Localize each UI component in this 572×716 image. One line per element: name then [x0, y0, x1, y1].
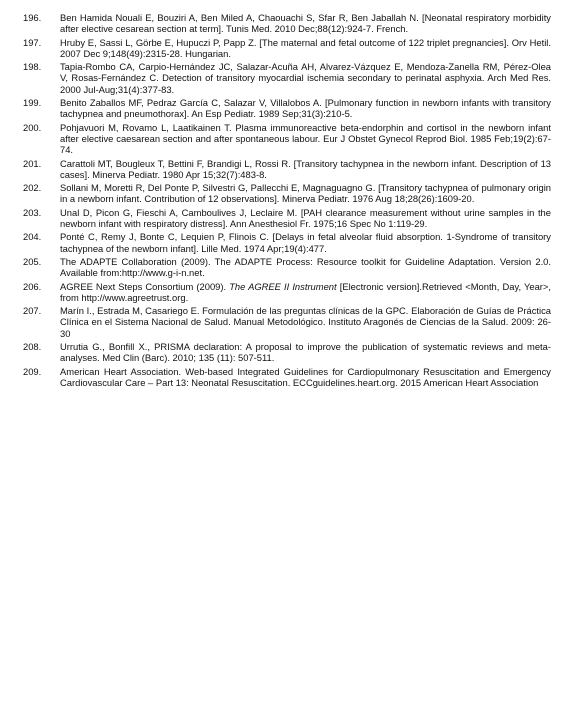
- reference-item: [23, 256, 551, 279]
- reference-item: [23, 37, 551, 60]
- reference-item: [23, 122, 551, 156]
- reference-number: 206.: [23, 280, 42, 292]
- reference-number: 199.: [23, 97, 42, 109]
- reference-number: 208.: [23, 341, 42, 353]
- reference-number: 201.: [23, 157, 42, 169]
- reference-text: Ponté C, Remy J, Bonte C, Lequien P, Flinois C. [Delays in fetal alveolar fluid absorption. 1-Syndrome of transitory tachypnea of the newborn infant]. Lille Med. 1974 Apr;19(4):477.: [60, 231, 551, 254]
- reference-text: Benito Zaballos MF, Pedraz García C, Salazar V, Villalobos A. [Pulmonary function in newborn infants with transitory tachypnea and pneumothorax]. An Esp Pediatr. 1989 Sep;31(3):210-5.: [60, 97, 551, 120]
- reference-text: Tapia-Rombo CA, Carpio-Hernández JC, Salazar-Acuña AH, Alvarez-Vázquez E, Mendoza-Zanella RM, Pérez-Olea V, Rosas-Fernández C. Detection of transitory myocardial ischemia secondary to perinatal asphyxia. Arch Med Res. 2000 Jul-Aug;31(4):377-83.: [60, 61, 551, 95]
- reference-number: 203.: [23, 206, 42, 218]
- reference-item: [23, 341, 551, 364]
- reference-item: [23, 12, 551, 35]
- reference-text: The ADAPTE Collaboration (2009). The ADAPTE Process: Resource toolkit for Guideline Adaptation. Version 2.0. Available from:http://www.g-i-n.net.: [60, 255, 551, 279]
- reference-text: Marín I., Estrada M, Casariego E. Formulación de las preguntas clínicas de la GPC. Elaboración de Guías de Práctica Clínica en el Sistema Nacional de Salud. Manual Metodológico. Instituto Aragonés de Ciencias de la Salud. 2009: 26-30: [60, 305, 551, 339]
- reference-item: [23, 231, 551, 254]
- reference-text-post: [Electronic version].Retrieved <Month, Day, Year>, from http://www.agreetrust.org.: [60, 280, 551, 303]
- reference-item: [23, 182, 551, 205]
- reference-text: Urrutia G., Bonfill X., PRISMA declaration: A proposal to improve the publication of systematic reviews and meta-analyses. Med Clin (Barc). 2010; 135 (11): 507-511.: [60, 341, 551, 364]
- reference-text-italic: The AGREE II Instrument: [229, 280, 337, 292]
- reference-text: [60, 281, 551, 304]
- reference-number: 196.: [23, 12, 42, 23]
- reference-text-pre: AGREE Next Steps Consortium (2009).: [60, 280, 230, 292]
- reference-number: 198.: [23, 61, 42, 73]
- reference-item: [23, 97, 551, 120]
- reference-text: American Heart Association. Web-based Integrated Guidelines for Cardiopulmonary Resuscitation and Emergency Cardiovascular Care – Part 13: Neonatal Resuscitation. ECCguidelines.heart.org. 2015 American Heart Association: [60, 365, 551, 388]
- reference-number: 207.: [23, 305, 42, 317]
- reference-text: Ben Hamida Nouali E, Bouziri A, Ben Miled A, Chaouachi S, Sfar R, Ben Jaballah N. [Neonatal respiratory morbidity after elective cesarean section at term]. Tunis Med. 2010 Dec;88(12):924-7. French.: [60, 12, 551, 35]
- reference-list: [23, 12, 551, 390]
- reference-item: [23, 305, 551, 339]
- reference-item: [23, 281, 551, 304]
- reference-number: 205.: [23, 255, 42, 267]
- reference-number: 209.: [23, 365, 42, 377]
- reference-number: 197.: [23, 36, 42, 48]
- reference-text: Unal D, Picon G, Fieschi A, Camboulives J, Leclaire M. [PAH clearance measurement without urine samples in the newborn infant with respiratory distress]. Ann Anesthesiol Fr. 1975;16 Spec No 1:119-29.: [60, 206, 551, 230]
- reference-text: Pohjavuori M, Rovamo L, Laatikainen T. Plasma immunoreactive beta-endorphin and cortisol in the newborn infant after elective caesarean section and after spontaneous labour. Eur J Obstet Gynecol Reprod Biol. 1985 Feb;19(2):67-74.: [60, 121, 551, 156]
- reference-number: 200.: [23, 121, 42, 133]
- reference-item: [23, 366, 551, 389]
- reference-number: 202.: [23, 182, 42, 194]
- reference-text: Hruby E, Sassi L, Görbe E, Hupuczi P, Papp Z. [The maternal and fetal outcome of 122 triplet pregnancies]. Orv Hetil. 2007 Dec 9;148(49):2315-28. Hungarian.: [60, 36, 551, 59]
- reference-text: Carattoli MT, Bougleux T, Bettini F, Brandigi L, Rossi R. [Transitory tachypnea in the newborn infant. Description of 13 cases]. Minerva Pediatr. 1980 Apr 15;32(7):483-8.: [60, 157, 551, 180]
- reference-item: [23, 158, 551, 181]
- reference-item: [23, 61, 551, 95]
- reference-text: Sollani M, Moretti R, Del Ponte P, Silvestri G, Pallecchi E, Magnaguagno G. [Transitory tachypnea of pulmonary origin in a newborn infant. Contribution of 12 observations]. Minerva Pediatr. 1976 Aug 18;28(26):1609-20.: [60, 182, 551, 205]
- reference-number: 204.: [23, 231, 42, 243]
- reference-item: [23, 207, 551, 230]
